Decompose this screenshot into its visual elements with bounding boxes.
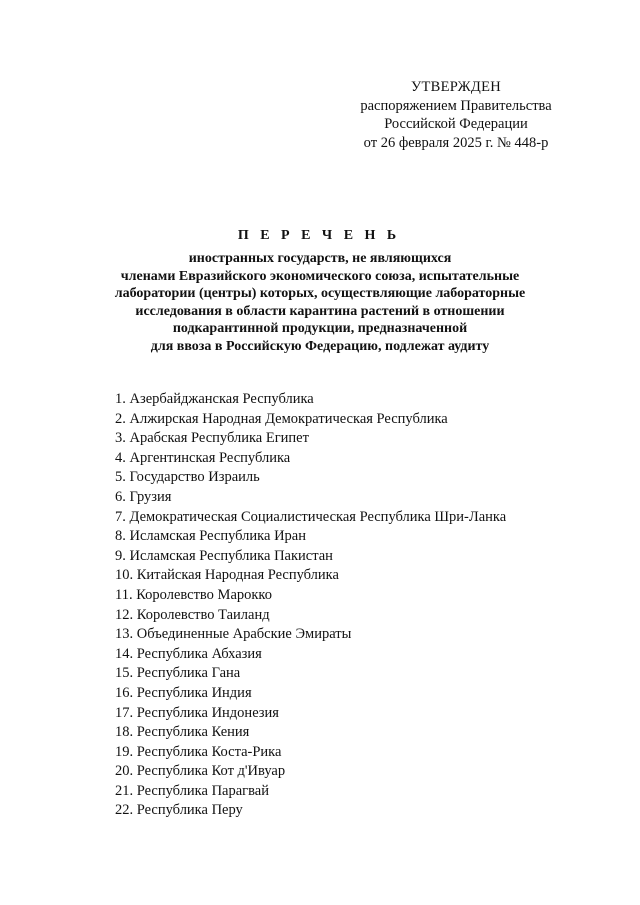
list-item: 3. Арабская Республика Египет	[115, 430, 309, 447]
heading-line: исследования в области карантина растений в отношении	[135, 303, 505, 319]
list-item: 10. Китайская Народная Республика	[115, 567, 339, 584]
list-item: 15. Республика Гана	[115, 665, 241, 682]
list-item: 12. Королевство Таиланд	[115, 606, 270, 623]
list-item: 6. Грузия	[115, 488, 172, 505]
country-list	[115, 390, 506, 821]
list-item: 22. Республика Перу	[115, 802, 243, 819]
document-title: П Е Р Е Ч Е Н Ь	[237, 228, 401, 243]
document-heading	[0, 228, 640, 356]
list-item: 1. Азербайджанская Республика	[115, 391, 314, 407]
approval-line-1: распоряжением Правительства	[360, 97, 552, 114]
heading-line: членами Евразийского экономического союза, испытательные	[120, 268, 520, 284]
heading-line: для ввоза в Российскую Федерацию, подлежат аудиту	[150, 338, 490, 354]
list-item: 2. Алжирская Народная Демократическая Республика	[115, 410, 448, 427]
list-item: 21. Республика Парагвай	[115, 782, 269, 799]
list-item: 5. Государство Израиль	[115, 469, 260, 486]
list-item: 7. Демократическая Социалистическая Республика Шри-Ланка	[115, 508, 507, 525]
list-item: 14. Республика Абхазия	[115, 645, 262, 662]
approval-line-3: от 26 февраля 2025 г. № 448-р	[363, 134, 549, 151]
approval-block	[356, 78, 556, 152]
approval-title: УТВЕРЖДЕН	[410, 79, 502, 95]
list-item: 18. Республика Кения	[115, 724, 250, 741]
list-item: 4. Аргентинская Республика	[115, 449, 291, 466]
approval-line-2: Российской Федерации	[384, 116, 528, 132]
list-item: 11. Королевство Марокко	[115, 586, 272, 603]
heading-line: подкарантинной продукции, предназначенной	[172, 321, 468, 337]
list-item: 16. Республика Индия	[115, 684, 252, 701]
list-item: 8. Исламская Республика Иран	[115, 528, 306, 545]
heading-line: лаборатории (центры) которых, осуществляющие лабораторные	[114, 286, 526, 302]
heading-line: иностранных государств, не являющихся	[188, 251, 452, 266]
list-item: 13. Объединенные Арабские Эмираты	[115, 626, 352, 643]
list-item: 17. Республика Индонезия	[115, 704, 279, 721]
list-item: 9. Исламская Республика Пакистан	[115, 547, 333, 564]
list-item: 19. Республика Коста-Рика	[115, 743, 282, 760]
list-item: 20. Республика Кот д'Ивуар	[115, 763, 286, 780]
